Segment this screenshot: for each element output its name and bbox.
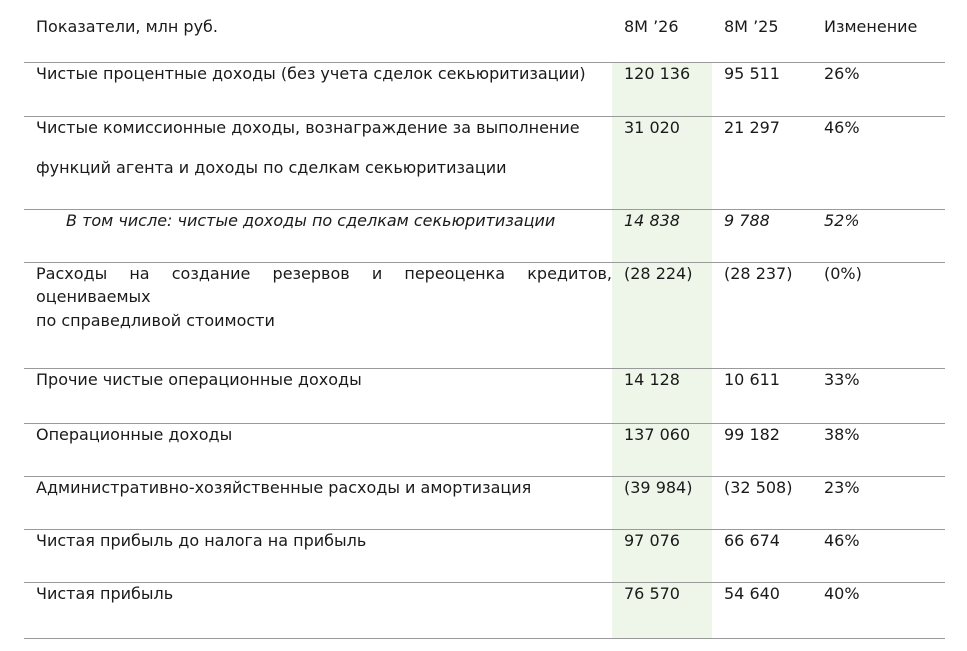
row-label <box>24 262 612 368</box>
row-previous: 66 674 <box>712 529 812 582</box>
row-current: 14 128 <box>612 368 712 423</box>
row-label: Чистая прибыль до налога на прибыль <box>24 529 612 582</box>
row-label <box>24 116 612 209</box>
row-change: 26% <box>812 62 945 116</box>
row-current: 14 838 <box>612 209 712 262</box>
row-label-line-3: по справедливой стоимости <box>36 310 275 330</box>
row-change: 46% <box>812 529 945 582</box>
table-row <box>24 116 945 209</box>
row-previous: 54 640 <box>712 582 812 638</box>
row-label: Прочие чистые операционные доходы <box>24 368 612 423</box>
header-indicators: Показатели, млн руб. <box>24 0 612 62</box>
row-change: 33% <box>812 368 945 423</box>
header-previous-period: 8M ’25 <box>712 0 812 62</box>
row-change: 52% <box>812 209 945 262</box>
row-current: (39 984) <box>612 476 712 529</box>
row-current: 120 136 <box>612 62 712 116</box>
table-row <box>24 262 945 368</box>
row-label-line-1: Расходы на создание резервов и переоценка кредитов, <box>36 263 612 283</box>
row-current: 97 076 <box>612 529 712 582</box>
row-previous: 95 511 <box>712 62 812 116</box>
row-previous: 99 182 <box>712 423 812 476</box>
header-change: Изменение <box>812 0 945 62</box>
row-change: 40% <box>812 582 945 638</box>
row-previous: 10 611 <box>712 368 812 423</box>
row-current: (28 224) <box>612 262 712 368</box>
row-change: (0%) <box>812 262 945 368</box>
row-current: 76 570 <box>612 582 712 638</box>
row-label-line-2: функций агента и доходы по сделкам секьюритизации <box>36 157 507 177</box>
row-change: 23% <box>812 476 945 529</box>
row-previous: 9 788 <box>712 209 812 262</box>
row-previous: (32 508) <box>712 476 812 529</box>
table-header-row <box>24 0 945 62</box>
table-row <box>24 423 945 476</box>
table-row <box>24 62 945 116</box>
header-current-period: 8M ’26 <box>612 0 712 62</box>
row-label-line-2: оцениваемых <box>36 286 151 306</box>
row-previous: (28 237) <box>712 262 812 368</box>
row-label: Чистые процентные доходы (без учета сделок секьюритизации) <box>24 62 612 116</box>
row-label-line-1: Чистые комиссионные доходы, вознаграждение за выполнение <box>36 117 580 137</box>
row-current: 137 060 <box>612 423 712 476</box>
table-row <box>24 582 945 638</box>
row-current: 31 020 <box>612 116 712 209</box>
row-label: В том числе: чистые доходы по сделкам секьюритизации <box>24 209 612 262</box>
financial-results-table <box>24 0 945 639</box>
table-row <box>24 368 945 423</box>
row-previous: 21 297 <box>712 116 812 209</box>
table-row <box>24 529 945 582</box>
row-change: 46% <box>812 116 945 209</box>
row-label: Чистая прибыль <box>24 582 612 638</box>
table-row <box>24 476 945 529</box>
row-label: Административно-хозяйственные расходы и амортизация <box>24 476 612 529</box>
row-label: Операционные доходы <box>24 423 612 476</box>
table-row-subitem <box>24 209 945 262</box>
row-change: 38% <box>812 423 945 476</box>
